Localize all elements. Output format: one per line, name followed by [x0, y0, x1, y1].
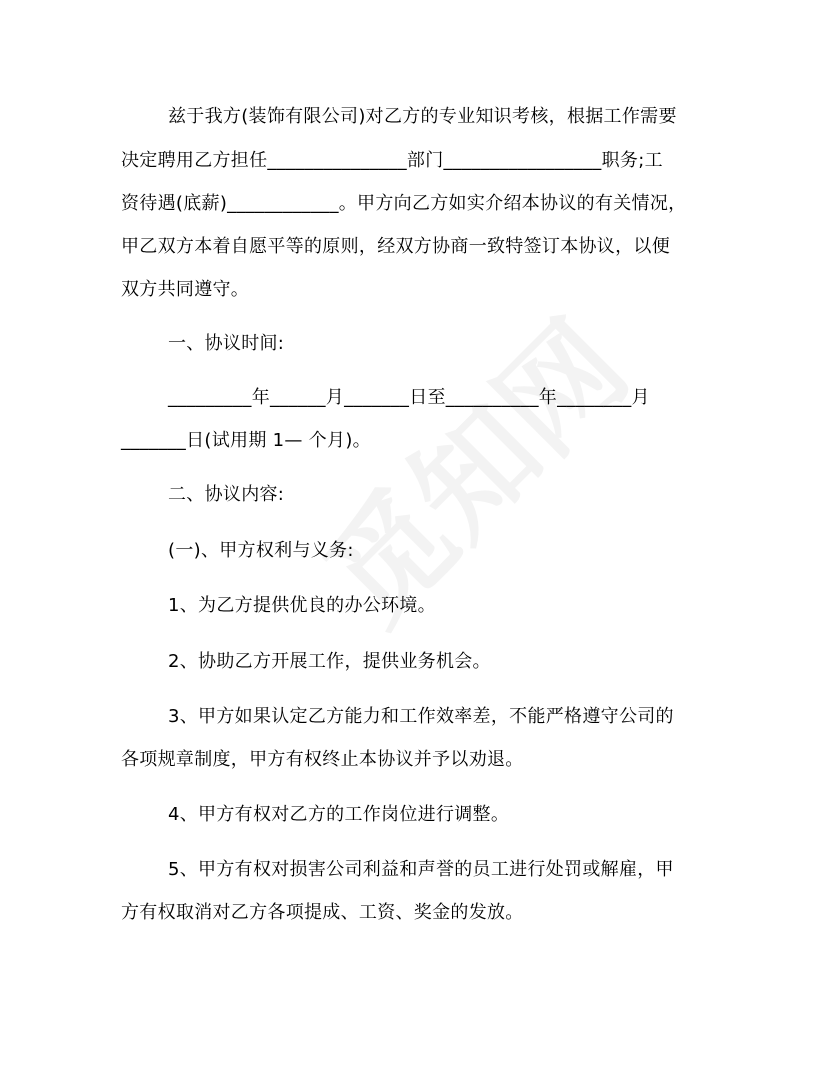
item-3-line-1: 3、甲方如果认定乙方能力和工作效率差，不能严格遵守公司的 [168, 706, 674, 727]
intro-line-1: 兹于我方(装饰有限公司)对乙方的专业知识考核，根据工作需要 [168, 106, 677, 127]
subsection-1-title: (一)、甲方权利与义务: [168, 540, 354, 561]
intro-line-4: 甲乙双方本着自愿平等的原则，经双方协商一致特签订本协议，以便 [121, 236, 670, 257]
intro-line-3: 资待遇(底薪)____________。甲方向乙方如实介绍本协议的有关情况， [121, 193, 687, 214]
item-5-line-2: 方有权取消对乙方各项提成、工资、奖金的发放。 [121, 902, 524, 923]
intro-line-5: 双方共同遵守。 [121, 279, 250, 300]
section-1-line-2: _______日(试用期 1— 个月)。 [121, 430, 371, 451]
item-3-line-2: 各项规章制度，甲方有权终止本协议并予以劝退。 [121, 749, 524, 770]
section-2-title: 二、协议内容: [168, 484, 285, 505]
item-5-line-1: 5、甲方有权对损害公司利益和声誉的员工进行处罚或解雇，甲 [168, 859, 674, 880]
item-4: 4、甲方有权对乙方的工作岗位进行调整。 [168, 804, 510, 825]
item-1: 1、为乙方提供优良的办公环境。 [168, 595, 436, 616]
section-1-title: 一、协议时间: [168, 333, 285, 354]
item-2: 2、协助乙方开展工作，提供业务机会。 [168, 651, 491, 672]
intro-line-2: 决定聘用乙方担任_______________部门_________________职务;工 [121, 150, 663, 171]
section-1-line-1: _________年______月_______日至__________年________月 [168, 387, 650, 408]
